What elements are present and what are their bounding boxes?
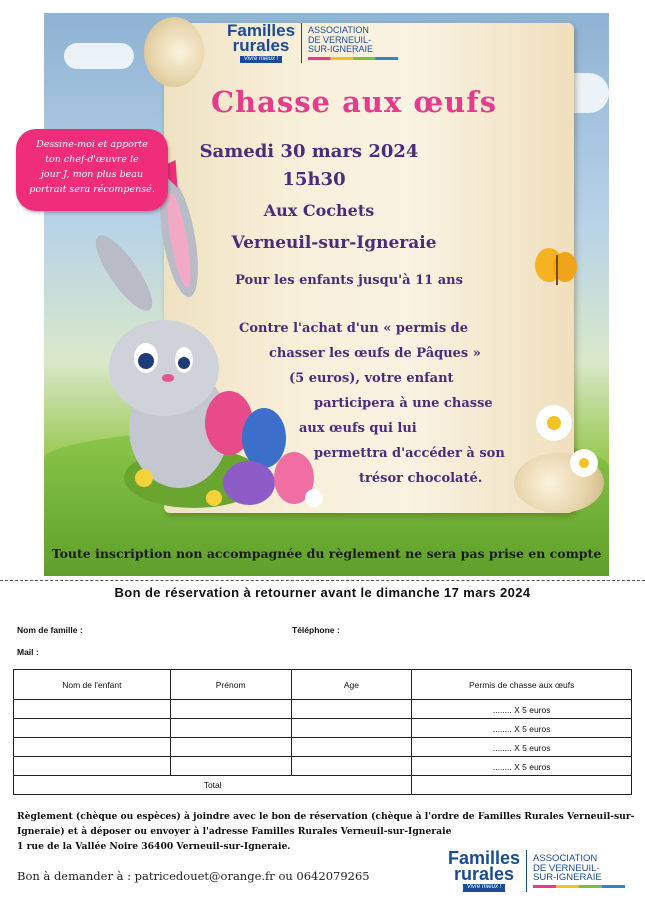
event-place: Aux Cochets	[263, 201, 375, 220]
table-row	[14, 719, 632, 738]
table-row	[14, 757, 632, 776]
egg	[242, 408, 286, 468]
child-name-cell[interactable]	[14, 757, 171, 776]
permit-cell[interactable]: ........ X 5 euros	[412, 700, 632, 719]
first-name-cell[interactable]	[170, 700, 291, 719]
description-line: permettra d'accéder à son	[314, 446, 505, 461]
contact-info: Bon à demander à : patricedouet@orange.fr ou 0642079265	[17, 869, 370, 883]
bubble-line: Dessine-moi et apporte	[36, 139, 148, 150]
total-label: Total	[14, 776, 412, 795]
mail-label: Mail :	[17, 647, 39, 657]
description-line: (5 euros), votre enfant	[289, 371, 454, 386]
registration-notice: Toute inscription non accompagnée du règlement ne sera pas prise en compte	[51, 546, 602, 561]
logo-assoc-line2: DE VERNEUIL-	[533, 862, 600, 874]
description-line: participera à une chasse	[314, 396, 493, 411]
total-value-cell[interactable]	[412, 776, 632, 795]
age-cell[interactable]	[291, 719, 412, 738]
logo-brand-line2: rurales	[232, 36, 290, 56]
description-line: chasser les œufs de Pâques »	[269, 346, 481, 361]
logo-assoc-line3: SUR-IGNERAIE	[308, 44, 374, 55]
permit-cell[interactable]: ........ X 5 euros	[412, 719, 632, 738]
permit-cell[interactable]: ........ X 5 euros	[412, 738, 632, 757]
logo-assoc-line3: SUR-IGNERAIE	[533, 872, 602, 884]
age-cell[interactable]	[291, 757, 412, 776]
first-name-cell[interactable]	[170, 738, 291, 757]
egg	[223, 461, 275, 505]
bunny-eye	[178, 357, 190, 369]
family-name-label: Nom de famille :	[17, 625, 83, 635]
instruction-line: Igneraie) et à déposer ou envoyer à l'adresse Familles Rurales Verneuil-sur-Igneraie	[17, 826, 452, 837]
total-row	[14, 776, 632, 795]
bunny-eye	[138, 353, 154, 369]
table-header-row	[14, 670, 632, 700]
description-line: trésor chocolaté.	[359, 471, 483, 486]
permit-cell[interactable]: ........ X 5 euros	[412, 757, 632, 776]
instruction-line: Règlement (chèque ou espèces) à joindre avec le bon de réservation (chèque à l'ordre de Familles Rurales Verneuil-sur-	[17, 811, 635, 822]
scroll-curl	[144, 17, 204, 87]
logo-tagline: Vivre mieux !	[240, 56, 283, 63]
child-name-cell[interactable]	[14, 719, 171, 738]
familles-rurales-logo	[227, 23, 398, 63]
butterfly-illustration	[532, 245, 582, 295]
child-name-cell[interactable]	[14, 738, 171, 757]
easter-bunny-illustration	[84, 178, 334, 518]
logo-brand-line1: Familles	[227, 21, 296, 40]
bubble-line: ton chef-d'œuvre le	[45, 154, 139, 165]
age-cell[interactable]	[291, 700, 412, 719]
flower	[206, 490, 222, 506]
phone-label: Téléphone :	[292, 625, 340, 635]
familles-rurales-logo-bottom	[448, 850, 625, 892]
first-name-cell[interactable]	[170, 757, 291, 776]
header-first-name: Prénom	[170, 670, 291, 700]
event-poster	[29, 13, 609, 576]
first-name-cell[interactable]	[170, 719, 291, 738]
description-line: Contre l'achat d'un « permis de	[239, 321, 469, 336]
cloud	[64, 43, 134, 69]
header-child-name: Nom de l'enfant	[14, 670, 171, 700]
bubble-line: jour J, mon plus beau	[40, 169, 144, 180]
header-age: Age	[291, 670, 412, 700]
bunny-ear	[87, 228, 162, 318]
logo-assoc-line1: ASSOCIATION	[533, 852, 598, 864]
daisy-flowers	[514, 393, 604, 533]
payment-instructions	[17, 809, 635, 854]
flower	[305, 489, 323, 507]
logo-assoc-line1: ASSOCIATION	[308, 25, 369, 36]
event-time: 15h30	[282, 169, 346, 190]
age-cell[interactable]	[291, 738, 412, 757]
bunny-nose	[162, 374, 174, 382]
poster-title: Chasse aux œufs	[210, 85, 498, 119]
bunny-head	[109, 320, 219, 416]
logo-tagline: Vivre mieux !	[463, 884, 506, 891]
instruction-line: 1 rue de la Vallée Noire 36400 Verneuil-sur-Igneraie.	[17, 841, 291, 852]
event-date: Samedi 30 mars 2024	[199, 141, 419, 162]
logo-assoc-line2: DE VERNEUIL-	[308, 34, 372, 45]
logo-brand-line2: rurales	[454, 864, 515, 885]
reservation-table	[13, 669, 632, 795]
header-permit: Permis de chasse aux œufs	[412, 670, 632, 700]
cut-line	[0, 580, 645, 581]
event-town: Verneuil-sur-Igneraie	[231, 233, 437, 253]
child-name-cell[interactable]	[14, 700, 171, 719]
form-title: Bon de réservation à retourner avant le dimanche 17 mars 2024	[114, 585, 531, 600]
speech-bubble	[16, 129, 168, 211]
flower	[135, 469, 153, 487]
table-row	[14, 738, 632, 757]
age-note: Pour les enfants jusqu'à 11 ans	[235, 273, 463, 288]
logo-brand-line1: Familles	[448, 848, 521, 869]
table-row	[14, 700, 632, 719]
bubble-line: portrait sera récompensé.	[29, 184, 155, 195]
description-line: aux œufs qui lui	[299, 421, 417, 436]
